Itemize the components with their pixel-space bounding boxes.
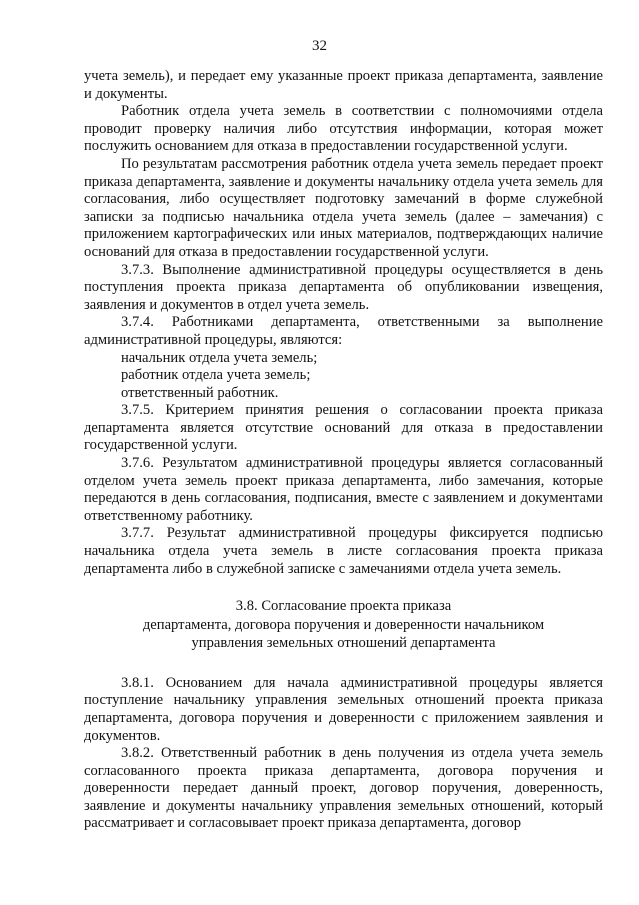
paragraph-3-8-1: 3.8.1. Основанием для начала административной процедуры является поступление начальнику управления земельных отношений проекта приказа департамента, договора поручения и доверенности с приложением заявления и документов. bbox=[84, 674, 603, 744]
paragraph-3-7-7: 3.7.7. Результат административной процедуры фиксируется подписью начальника отдела учета земель в листе согласования проекта приказа департамента либо в служебной записке с замечаниями отдела учета земель. bbox=[84, 525, 603, 577]
heading-line: департамента, договора поручения и доверенности начальником bbox=[142, 616, 545, 633]
list-item: работник отдела учета земель; bbox=[121, 367, 311, 384]
paragraph-3-8-2: 3.8.2. Ответственный работник в день получения из отдела учета земель согласованного проекта приказа департамента, договора поручения и доверенности передает данный проект, договор поручения, доверенность, заявление и документы начальнику управления земельных отношений, который рассматривает и согласовывает проект приказа департамента, договор bbox=[84, 745, 603, 832]
heading-line: 3.8. Согласование проекта приказа bbox=[235, 598, 452, 615]
heading-line: управления земельных отношений департамента bbox=[191, 635, 496, 652]
list-item: ответственный работник. bbox=[121, 384, 279, 401]
list-item: начальник отдела учета земель; bbox=[121, 349, 318, 366]
paragraph-check: Работник отдела учета земель в соответствии с полномочиями отдела проводит проверку наличия либо отсутствия информации, которая может послужить основанием для отказа в предоставлении государственной услуги. bbox=[84, 103, 603, 155]
document-body bbox=[84, 68, 603, 833]
section-heading-3-8 bbox=[84, 597, 603, 653]
paragraph-review-result: По результатам рассмотрения работник отдела учета земель передает проект приказа департамента, заявление и документы начальнику отдела учета земель для согласования, либо осуществляет подготовку замечаний в форме служебной записки за подписью начальника отдела учета земель (далее – замечания) с приложением картографических или иных материалов, подтверждающих наличие оснований для отказа в предоставлении государственной услуги. bbox=[84, 155, 603, 260]
paragraph-3-7-6: 3.7.6. Результатом административной процедуры является согласованный отделом учета земель проект приказа департамента, либо замечания, которые передаются в день согласования, подписания, вместе с заявлением и документами ответственному работнику. bbox=[84, 455, 603, 524]
paragraph-continuation: учета земель), и передает ему указанные проект приказа департамента, заявление и документы. bbox=[84, 68, 603, 102]
paragraph-3-7-3: 3.7.3. Выполнение административной процедуры осуществляется в день поступления проекта приказа департамента об опубликовании извещения, заявления и документов в отдел учета земель. bbox=[84, 261, 603, 313]
page-number: 32 bbox=[312, 38, 327, 54]
paragraph-3-7-4: 3.7.4. Работниками департамента, ответственными за выполнение административной процедуры, являются: bbox=[84, 314, 603, 348]
paragraph-3-7-5: 3.7.5. Критерием принятия решения о согласовании проекта приказа департамента является отсутствие оснований для отказа в предоставлении государственной услуги. bbox=[84, 402, 603, 454]
